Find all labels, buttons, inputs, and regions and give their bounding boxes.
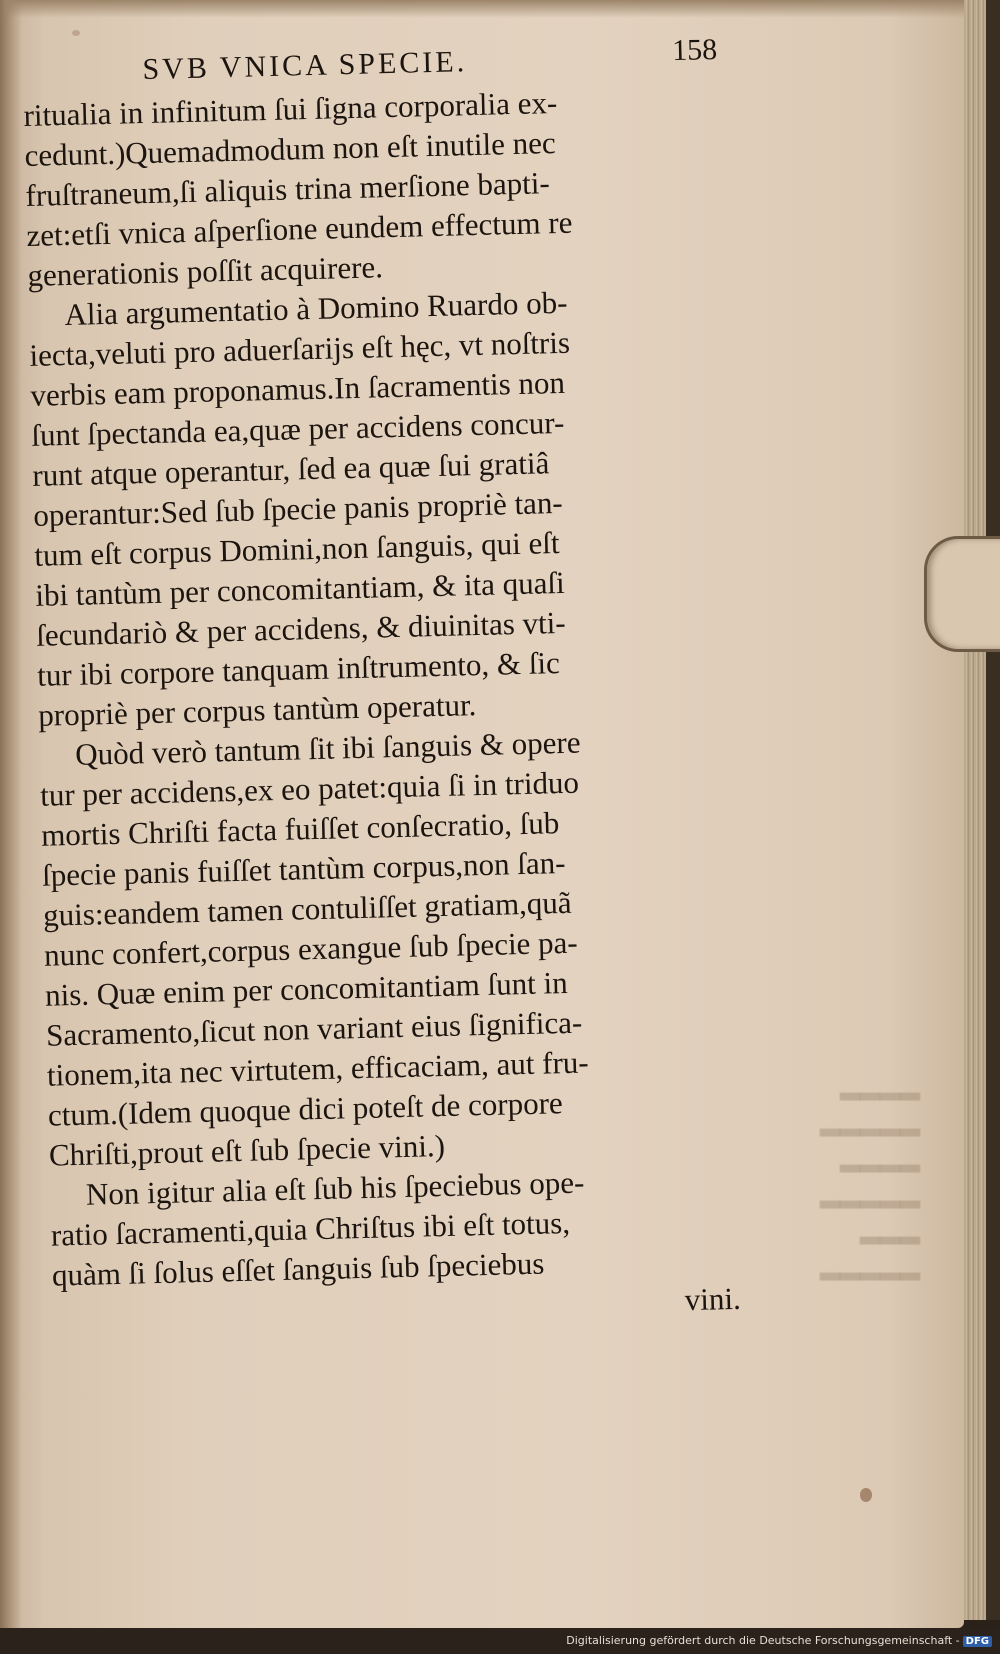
running-head-title: SVB VNICA SPECIE. [142,45,468,87]
paper-stain [72,30,80,36]
page-text-block [22,33,753,1336]
text-line: nunc confert,corpus exangue ſub ſpecie pa- [43,924,579,973]
dfg-logo: DFG [963,1636,992,1647]
text-line: ritualia in infinitum ſui ſigna corporalia ex- [23,84,558,133]
catchword: vini. [684,1280,742,1318]
text-line: generationis poſſit acquirere. [27,249,384,293]
text-line: Chriſti,prout eſt ſub ſpecie vini.) [48,1127,446,1173]
text-line: ſecundariò & per accidens, & diuinitas vti- [35,604,566,653]
text-line: zet:etſi vnica aſperſione eundem effectum re [26,204,573,253]
text-line: ſunt ſpectanda ea,quæ per accidens concur- [30,404,565,453]
text-line: tum eſt corpus Domini,non ſanguis, qui eſt [33,525,560,573]
page-top-shadow [6,0,964,18]
text-line: nis. Quæ enim per concomitantiam ſunt in [44,964,568,1013]
text-line: propriè per corpus tantùm operatur. [37,687,477,733]
text-line: verbis eam proponamus.In ſacramentis non [30,364,566,413]
text-line: Non igitur alia eſt ſub his ſpeciebus ope- [85,1164,585,1212]
text-line: Sacramento,ſicut non variant eius ſignifica- [45,1004,583,1053]
text-line: mortis Chriſti facta fuiſſet conſecratio, ſub [40,805,560,853]
credit-text: Digitalisierung gefördert durch die Deutsche Forschungsgemeinschaft - [566,1634,960,1647]
text-line: cedunt.)Quemadmodum non eſt inutile nec [24,124,557,173]
book-clasp [924,536,1000,652]
page-number: 158 [671,33,718,68]
text-line: quàm ſi ſolus eſſet ſanguis ſub ſpeciebus [51,1245,545,1293]
text-line: iecta,veluti pro aduerſarijs eſt hęc, vt noſtris [29,324,571,373]
text-line: ctum.(Idem quoque dici poteſt de corpore [47,1085,564,1133]
text-line: ratio ſacramenti,quia Chriſtus ibi eſt totus, [50,1204,571,1253]
text-line: runt atque operantur, ſed ea quæ ſui gratiâ [31,445,550,493]
text-line: tur ibi corpore tanquam inſtrumento, & ſic [36,645,561,693]
book-cover-edge [986,0,1000,1620]
gutter-shadow [0,0,22,1628]
text-line: operantur:Sed ſub ſpecie panis propriè tan- [32,484,564,533]
text-line: Quòd verò tantum ſit ibi ſanguis & opere [74,724,581,772]
text-line: ibi tantùm per concomitantiam, & ita quaſi [34,564,566,613]
text-line: guis:eandem tamen contuliſſet gratiam,quã [42,884,572,933]
verso-show-through: ▂▂▂▂ ▂▂▂▂▂ ▂▂▂▂ ▂▂▂▂▂ ▂▂▂ ▂▂▂▂▂ [820,1071,920,1280]
digitization-credit [566,1634,992,1647]
text-line: Alia argumentatio à Domino Ruardo ob- [64,284,568,333]
body-text [23,79,752,1296]
text-line: tionem,ita nec virtutem, efficaciam, aut fru- [46,1044,590,1093]
text-line: fruſtraneum,ſi aliquis trina merſione bapti- [25,165,551,213]
text-line: tur per accidens,ex eo patet:quia ſi in triduo [39,764,580,813]
paper-stain [860,1488,872,1502]
text-line: ſpecie panis fuiſſet tantùm corpus,non ſan- [41,844,566,893]
